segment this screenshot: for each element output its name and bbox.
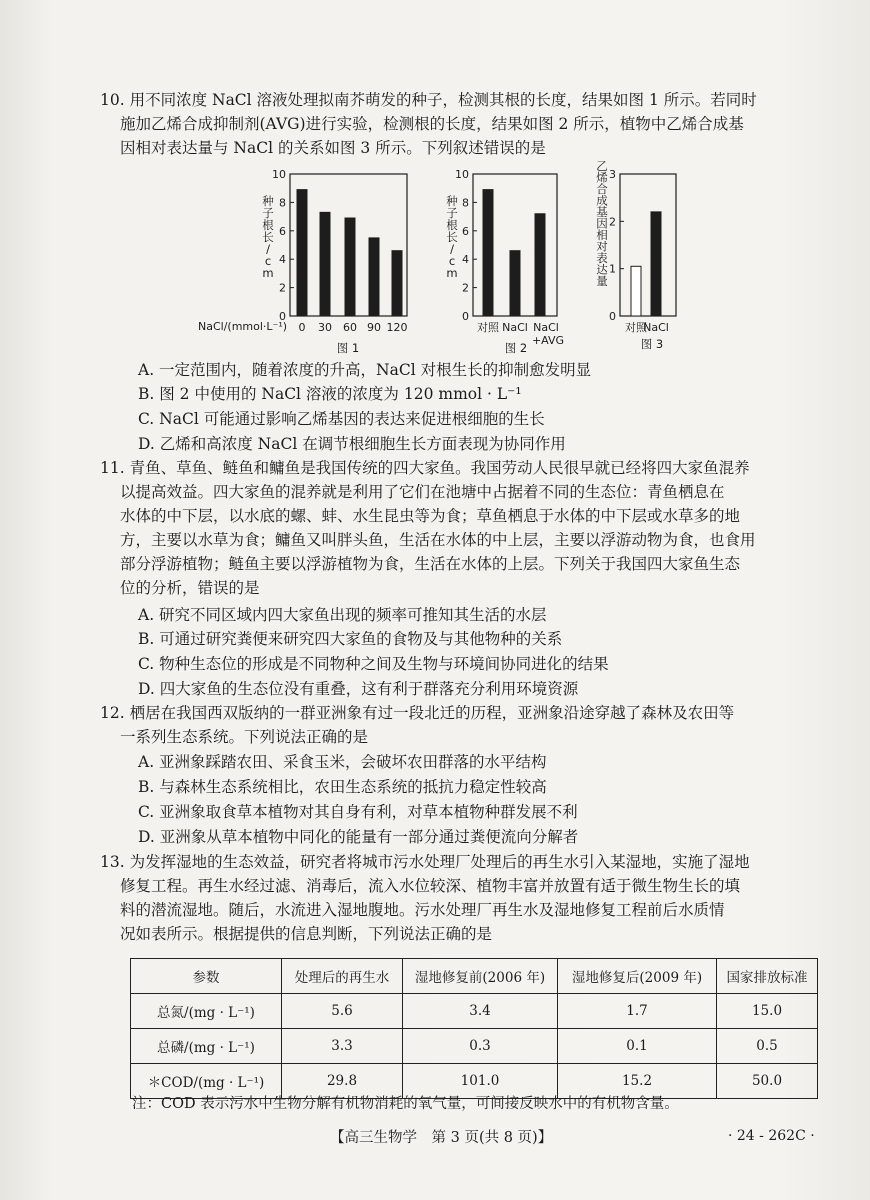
table-cell: 50.0 bbox=[717, 1064, 818, 1099]
q11-line-6: 位的分析，错误的是 bbox=[120, 579, 260, 597]
chart-bar bbox=[535, 214, 545, 316]
y-tick-label: 8 bbox=[462, 196, 469, 210]
table-header-row bbox=[131, 959, 818, 994]
x-tick-label: 对照 bbox=[625, 321, 647, 334]
table-cell: 3.3 bbox=[282, 1029, 403, 1064]
y-tick-label: 2 bbox=[279, 281, 286, 295]
q13-line-1: 13. 为发挥湿地的生态效益，研究者将城市污水处理厂处理后的再生水引入某湿地，实施了湿地 bbox=[100, 853, 750, 871]
chart-bar bbox=[297, 190, 307, 316]
y-tick-label: 0 bbox=[609, 310, 616, 323]
x-tick-label: +AVG bbox=[531, 334, 565, 347]
table-cell: 0.3 bbox=[403, 1029, 558, 1064]
y-tick-label: 10 bbox=[272, 168, 286, 181]
x-axis-label: NaCl/(mmol·L⁻¹) bbox=[198, 320, 288, 333]
table-cell: 1.7 bbox=[558, 994, 717, 1029]
question-10-stem bbox=[100, 88, 780, 160]
q10-option-c[interactable]: C. NaCl 可能通过影响乙烯基因的表达来促进根细胞的生长 bbox=[138, 410, 545, 428]
exam-code: · 24 - 262C · bbox=[728, 1128, 815, 1144]
figures-q10 bbox=[0, 160, 870, 360]
q11-option-b[interactable]: B. 可通过研究粪便来研究四大家鱼的食物及与其他物种的关系 bbox=[138, 630, 563, 648]
q11-option-d[interactable]: D. 四大家鱼的生态位没有重叠，这有利于群落充分利用环境资源 bbox=[138, 680, 579, 698]
chart-bar bbox=[483, 190, 493, 316]
figure-caption: 图 2 bbox=[504, 341, 528, 355]
q10-line-2: 施加乙烯合成抑制剂(AVG)进行实验，检测根的长度，结果如图 2 所示，植物中乙烯合成基 bbox=[120, 115, 744, 133]
table-cell: 101.0 bbox=[403, 1064, 558, 1099]
x-tick-label: 30 bbox=[318, 321, 332, 334]
q12-option-c[interactable]: C. 亚洲象取食草本植物对其自身有利，对草本植物种群发展不利 bbox=[138, 803, 578, 821]
y-tick-label: 0 bbox=[279, 310, 286, 323]
x-tick-label: 60 bbox=[343, 321, 357, 334]
y-tick-label: 1 bbox=[609, 262, 616, 276]
figure-caption: 图 3 bbox=[640, 337, 664, 351]
y-tick-label: 2 bbox=[609, 215, 616, 229]
q10-option-a[interactable]: A. 一定范围内，随着浓度的升高，NaCl 对根生长的抑制愈发明显 bbox=[138, 361, 592, 379]
x-tick-label: 0 bbox=[298, 321, 306, 334]
table-header-cell: 国家排放标准 bbox=[717, 959, 818, 994]
question-12-stem bbox=[100, 701, 780, 749]
page-footer: 【高三生物学 第 3 页(共 8 页)】 bbox=[330, 1130, 553, 1146]
q13-line-4: 况如表所示。根据提供的信息判断，下列说法正确的是 bbox=[120, 925, 493, 943]
table-note: 注：COD 表示污水中生物分解有机物消耗的氧气量，可间接反映水中的有机物含量。 bbox=[132, 1096, 679, 1112]
q12-option-a[interactable]: A. 亚洲象踩踏农田、采食玉米，会破坏农田群落的水平结构 bbox=[138, 753, 547, 771]
y-tick-label: 6 bbox=[279, 224, 286, 238]
table-cell: 总氮/(mg · L⁻¹) bbox=[131, 994, 282, 1029]
q12-option-d[interactable]: D. 亚洲象从草本植物中同化的能量有一部分通过粪便流向分解者 bbox=[138, 828, 579, 846]
q11-line-2: 以提高效益。四大家鱼的混养就是利用了它们在池塘中占据着不同的生态位：青鱼栖息在 bbox=[120, 483, 725, 501]
table-cell: ＊COD/(mg · L⁻¹) bbox=[131, 1064, 282, 1099]
chart-bar bbox=[651, 212, 661, 316]
q12-line-1: 12. 栖居在我国西双版纳的一群亚洲象有过一段北迁的历程，亚洲象沿途穿越了森林及农田等 bbox=[100, 704, 735, 722]
q12-line-2: 一系列生态系统。下列说法正确的是 bbox=[120, 728, 369, 746]
table-cell: 29.8 bbox=[282, 1064, 403, 1099]
water-quality-table bbox=[130, 958, 818, 1099]
x-tick-label: NaCl bbox=[533, 321, 559, 334]
table-cell: 总磷/(mg · L⁻¹) bbox=[131, 1029, 282, 1064]
table-cell: 0.5 bbox=[717, 1029, 818, 1064]
table-row bbox=[131, 1029, 818, 1064]
x-tick-label: 90 bbox=[367, 321, 381, 334]
question-11-stem bbox=[100, 456, 780, 600]
y-axis-label: 种子根长/ c m bbox=[262, 194, 274, 280]
q11-line-1: 11. 青鱼、草鱼、鲢鱼和鳙鱼是我国传统的四大家鱼。我国劳动人民很早就已经将四大家鱼混养 bbox=[100, 459, 750, 477]
x-tick-label: NaCl bbox=[643, 321, 669, 334]
table-cell: 3.4 bbox=[403, 994, 558, 1029]
y-tick-label: 8 bbox=[279, 196, 286, 210]
chart-bar bbox=[631, 266, 641, 316]
y-tick-label: 10 bbox=[455, 168, 469, 181]
y-axis-label: 乙烯合成基因相对表达量 bbox=[596, 160, 608, 288]
table-cell: 15.0 bbox=[717, 994, 818, 1029]
chart-bar bbox=[369, 238, 379, 316]
table-header-cell: 湿地修复前(2006 年) bbox=[403, 959, 558, 994]
q10-line-3: 因相对表达量与 NaCl 的关系如图 3 所示。下列叙述错误的是 bbox=[120, 139, 546, 157]
y-axis-label: 种子根长/ c m bbox=[446, 194, 458, 280]
q11-line-5: 部分浮游植物；鲢鱼主要以浮游植物为食，生活在水体的上层。下列关于我国四大家鱼生态 bbox=[120, 555, 741, 573]
y-tick-label: 0 bbox=[462, 310, 469, 323]
chart-bar bbox=[392, 251, 402, 316]
q13-line-3: 料的潜流湿地。随后，水流进入湿地腹地。污水处理厂再生水及湿地修复工程前后水质情 bbox=[120, 901, 725, 919]
q11-line-4: 方，主要以水草为食；鳙鱼又叫胖头鱼，生活在水体的中上层，主要以浮游动物为食，也食用 bbox=[120, 531, 756, 549]
chart-bar bbox=[320, 212, 330, 316]
chart-frame bbox=[620, 174, 676, 316]
table-cell: 0.1 bbox=[558, 1029, 717, 1064]
q11-option-a[interactable]: A. 研究不同区域内四大家鱼出现的频率可推知其生活的水层 bbox=[138, 606, 547, 624]
y-tick-label: 4 bbox=[279, 253, 286, 267]
x-tick-label: 120 bbox=[386, 321, 408, 334]
table-row bbox=[131, 994, 818, 1029]
x-tick-label: 对照 bbox=[477, 321, 499, 334]
q13-line-2: 修复工程。再生水经过滤、消毒后，流入水位较深、植物丰富并放置有适于微生物生长的填 bbox=[120, 877, 741, 895]
q10-option-b[interactable]: B. 图 2 中使用的 NaCl 溶液的浓度为 120 mmol · L⁻¹ bbox=[138, 385, 522, 403]
y-tick-label: 2 bbox=[462, 281, 469, 295]
q11-line-3: 水体的中下层，以水底的螺、蚌、水生昆虫等为食；草鱼栖息于水体的中下层或水草多的地 bbox=[120, 507, 741, 525]
x-tick-label: NaCl bbox=[502, 321, 528, 334]
table-header-cell: 处理后的再生水 bbox=[282, 959, 403, 994]
y-tick-label: 6 bbox=[462, 224, 469, 238]
table-header-cell: 参数 bbox=[131, 959, 282, 994]
q10-option-d[interactable]: D. 乙烯和高浓度 NaCl 在调节根细胞生长方面表现为协同作用 bbox=[138, 435, 566, 453]
question-13-stem bbox=[100, 850, 780, 946]
table-cell: 5.6 bbox=[282, 994, 403, 1029]
q10-line-1: 10. 用不同浓度 NaCl 溶液处理拟南芥萌发的种子，检测其根的长度，结果如图 1 所示。若同时 bbox=[100, 91, 757, 109]
q11-option-c[interactable]: C. 物种生态位的形成是不同物种之间及生物与环境间协同进化的结果 bbox=[138, 655, 609, 673]
chart-bar bbox=[510, 251, 520, 316]
chart-bar bbox=[345, 218, 355, 316]
table-cell: 15.2 bbox=[558, 1064, 717, 1099]
y-tick-label: 4 bbox=[462, 253, 469, 267]
y-tick-label: 3 bbox=[609, 168, 616, 181]
table-header-cell: 湿地修复后(2009 年) bbox=[558, 959, 717, 994]
figure-caption: 图 1 bbox=[336, 341, 360, 355]
q12-option-b[interactable]: B. 与森林生态系统相比，农田生态系统的抵抗力稳定性较高 bbox=[138, 778, 547, 796]
